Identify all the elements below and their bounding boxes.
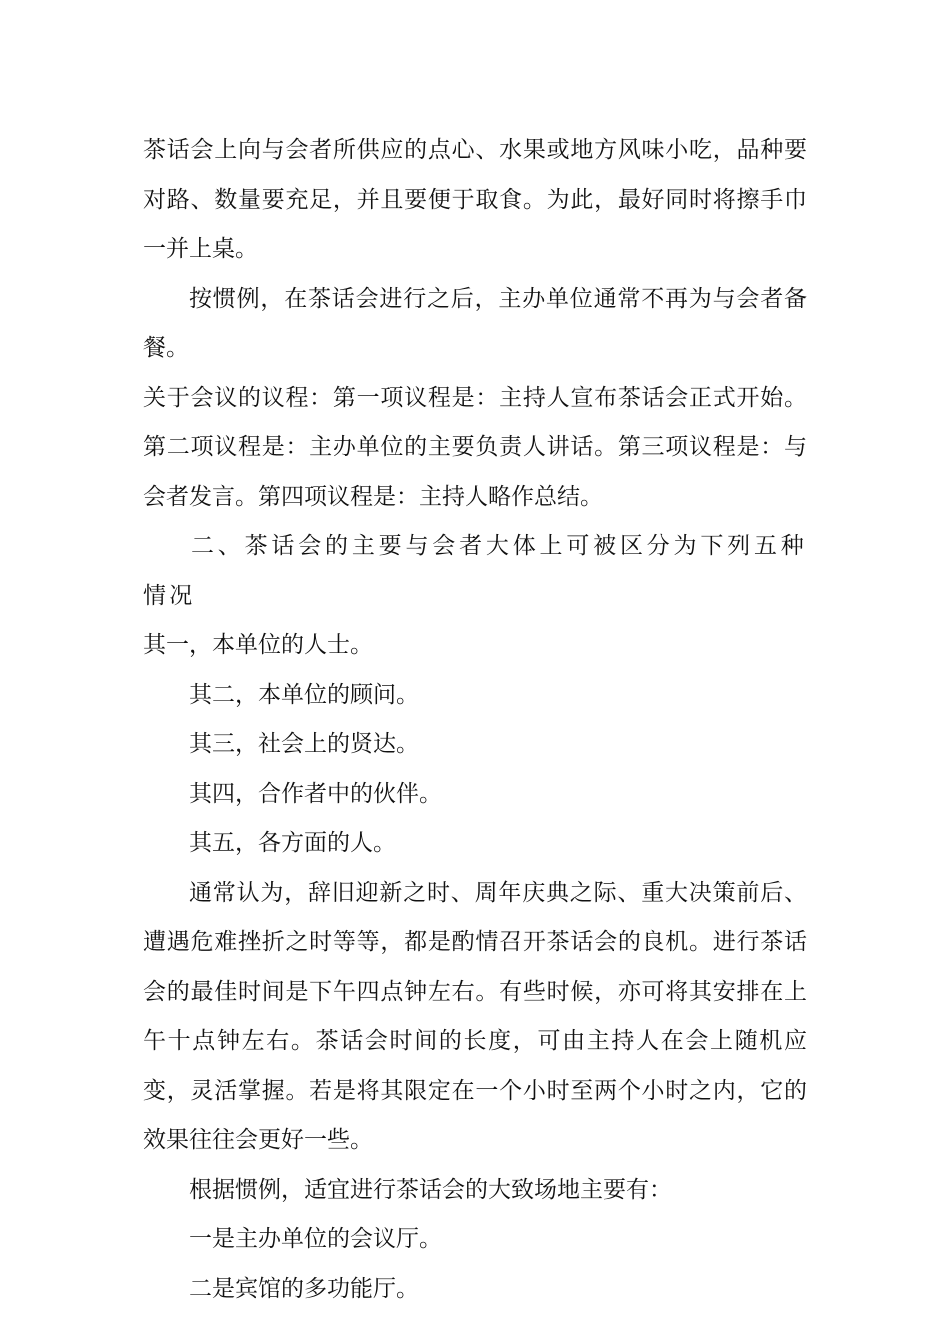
list-item-venue-1: 一是主办单位的会议厅。 [189, 1226, 442, 1252]
document-body [143, 126, 807, 1314]
paragraph-timing: 通常认为，辞旧迎新之时、周年庆典之际、重大决策前后、遭遇危难挫折之时等等，都是酌情召开茶话会的良机。进行茶话会的最佳时间是下午四点钟左右。有些时候，亦可将其安排在上午十点钟左右。茶话会时间的长度，可由主持人在会上随机应变，灵活掌握。若是将其限定在一个小时至两个小时之内，它的效果往往会更好一些。 [143, 879, 807, 1153]
list-item-venue-2: 二是宾馆的多功能厅。 [189, 1275, 419, 1302]
paragraph-agenda: 关于会议的议程：第一项议程是：主持人宣布茶话会正式开始。第二项议程是：主办单位的主要负责人讲话。第三项议程是：与会者发言。第四项议程是：主持人略作总结。 [143, 384, 807, 510]
list-item-attendee-4: 其四，合作者中的伙伴。 [189, 780, 442, 807]
paragraph-venues-intro: 根据惯例，适宜进行茶话会的大致场地主要有： [189, 1176, 672, 1203]
list-item-attendee-3: 其三，社会上的贤达。 [189, 731, 419, 757]
list-item-attendee-2: 其二，本单位的顾问。 [189, 681, 419, 708]
list-item-attendee-1: 其一，本单位的人士。 [143, 632, 373, 658]
list-item-attendee-5: 其五，各方面的人。 [189, 830, 396, 856]
section-heading-attendees: 二、茶话会的主要与会者大体上可被区分为下列五种情况 [143, 533, 807, 609]
paragraph-refreshments: 茶话会上向与会者所供应的点心、水果或地方风味小吃，品种要对路、数量要充足，并且要便于取食。为此，最好同时将擦手巾一并上桌。 [143, 137, 807, 262]
paragraph-no-meal: 按惯例，在茶话会进行之后，主办单位通常不再为与会者备餐。 [143, 285, 807, 361]
